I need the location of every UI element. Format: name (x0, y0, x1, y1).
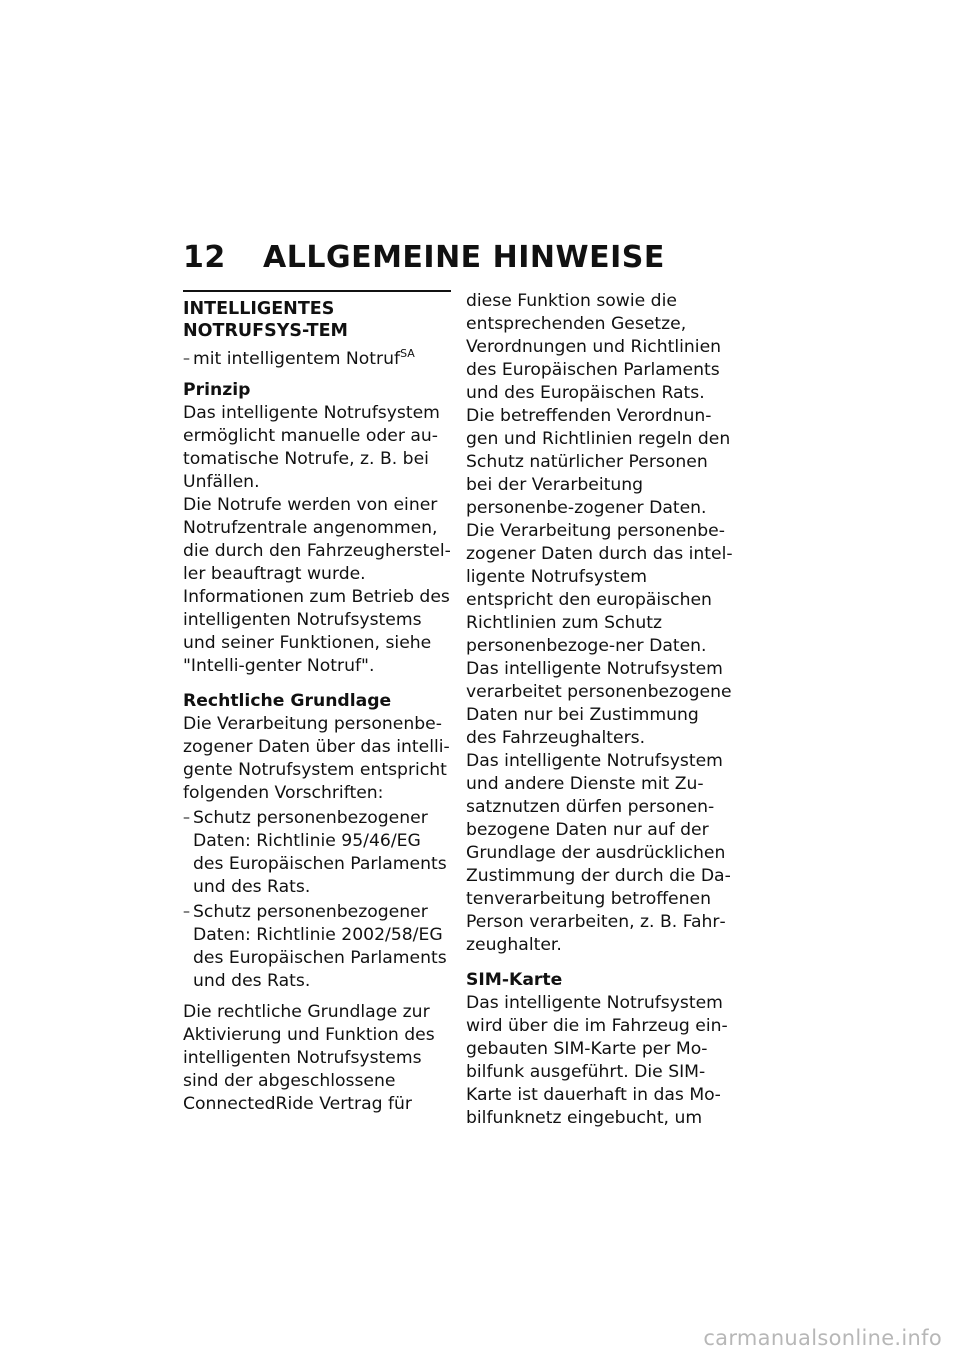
legal-paragraph-2: Die rechtliche Grundlage zur Aktivierung und Funktion des intelligenten Notrufsystems sind der abgeschlossene ConnectedRide Vertrag für (183, 1002, 435, 1114)
prinzip-paragraph-3: Informationen zum Betrieb des intelligenten Notrufsystems und seiner Funktionen, siehe "Intelli‐genter Notruf". (183, 587, 450, 676)
right-paragraph-1: diese Funktion sowie die entsprechenden Gesetze, Verordnungen und Richtlinien des Europäischen Parlaments und des Europäischen Rats. (466, 291, 722, 403)
sim-paragraph: Das intelligente Notrufsystem wird über die im Fahrzeug ein‐gebauten SIM-Karte per Mo‐bilfunk ausgeführt. Die SIM-Karte ist dauerhaft in das Mo‐bilfunknetz eingebucht, um (466, 993, 728, 1128)
right-paragraph-5: Das intelligente Notrufsystem und andere Dienste mit Zu‐satznutzen dürfen personen‐bezogene Daten nur auf der Grundlage der ausdrücklichen Zustimmung der durch die Da‐tenverarbeitung betroffenen Person verarbeiten, z. B. Fahr‐zeughalter. (466, 751, 731, 955)
page-header (183, 240, 665, 275)
right-paragraph-2: Die betreffenden Verordnun‐gen und Richtlinien regeln den Schutz natürlicher Personen bei der Verarbeitung personenbe‐zogener Daten. (466, 406, 731, 518)
left-column (183, 290, 451, 1116)
sim-heading: SIM-Karte (466, 970, 563, 990)
option-text: mit intelligentem Notruf (193, 349, 401, 369)
right-paragraph-4: Das intelligente Notrufsystem verarbeitet personenbezogene Daten nur bei Zustimmung des Fahrzeughalters. (466, 659, 732, 748)
section-title: INTELLIGENTES NOTRUFSYS‐TEM (183, 290, 451, 342)
option-line (183, 348, 451, 371)
watermark: carmanualsonline.info (703, 1326, 942, 1350)
legal-list-item-1: – Schutz personenbezogener Daten: Richtlinie 95/46/EG des Europäischen Parlaments und des Rats. (183, 807, 451, 899)
prinzip-heading: Prinzip (183, 380, 251, 400)
chapter-title: ALLGEMEINE HINWEISE (263, 240, 665, 275)
legal-heading: Rechtliche Grundlage (183, 691, 392, 711)
prinzip-paragraph-1: Das intelligente Notrufsystem ermöglicht manuelle oder au‐tomatische Notrufe, z. B. bei Unfällen. (183, 403, 440, 492)
page-number: 12 (183, 240, 226, 275)
legal-list-item-2: – Schutz personenbezogener Daten: Richtlinie 2002/58/EG des Europäischen Parlaments und des Rats. (183, 901, 451, 993)
right-column (466, 290, 734, 1130)
option-superscript: SA (400, 347, 415, 360)
right-paragraph-3: Die Verarbeitung personenbe‐zogener Daten durch das intel‐ligente Notrufsystem entspricht den europäischen Richtlinien zum Schutz personenbezoge‐ner Daten. (466, 521, 733, 656)
prinzip-paragraph-2: Die Notrufe werden von einer Notrufzentrale angenommen, die durch den Fahrzeugherstel‐ler beauftragt wurde. (183, 495, 451, 584)
legal-intro: Die Verarbeitung personenbe‐zogener Daten über das intelli‐gente Notrufsystem entspricht folgenden Vorschriften: (183, 714, 450, 803)
